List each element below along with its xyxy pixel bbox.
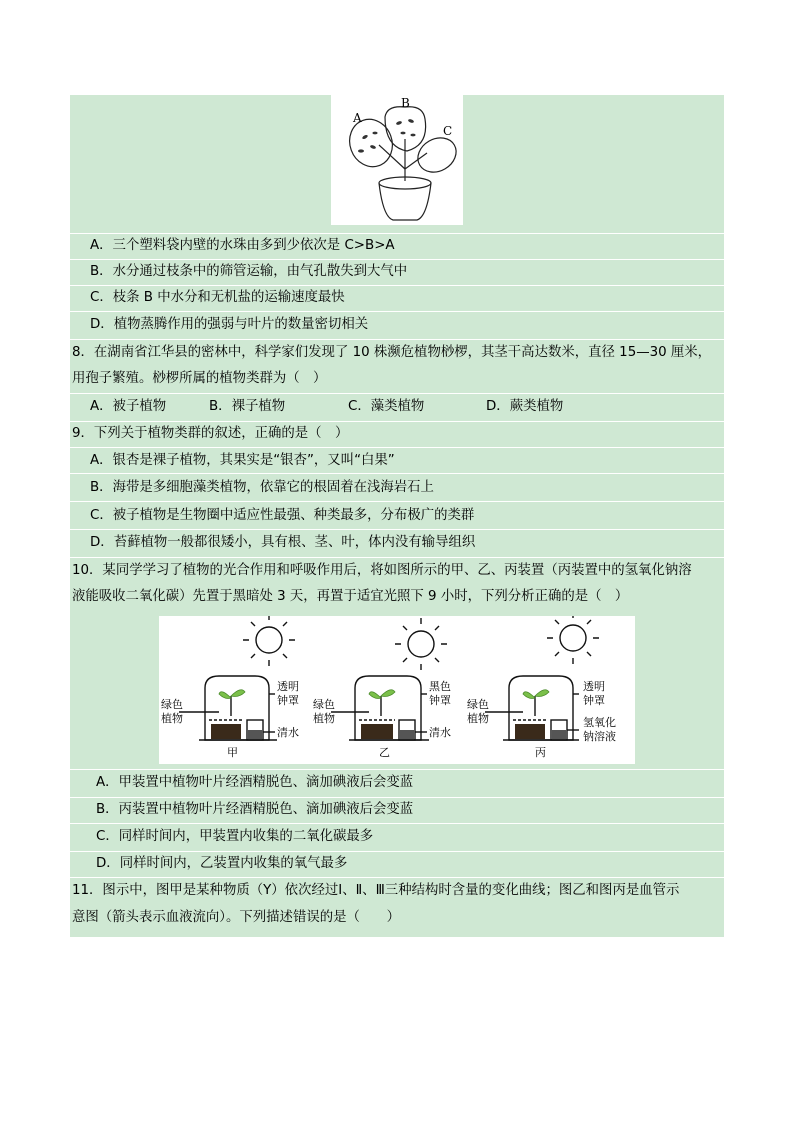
q8-stem-line2: 用孢子繁殖。桫椤所属的植物类群为（ ） [72,371,327,386]
jia-cover-label-2: 钟罩 [277,694,299,707]
q7-option-c: C．枝条 B 中水分和无机盐的运输速度最快 [90,290,345,305]
bing-cover-label-1: 透明 [583,680,605,693]
label-a: A [353,111,362,125]
setup-bing [467,616,616,759]
yi-cover-label-1: 黑色 [429,680,451,693]
q10-option-a: A．甲装置中植物叶片经酒精脱色、滴加碘液后会变蓝 [96,775,414,790]
yi-liquid-label: 清水 [429,726,451,739]
jia-name: 甲 [227,746,238,759]
bell-jar-drawing [159,616,635,764]
row-separator [70,501,724,502]
q7-option-a: A．三个塑料袋内壁的水珠由多到少依次是 C>B>A [90,238,395,253]
plant-bag-figure [331,95,463,225]
bing-name: 丙 [535,746,546,759]
q10-stem-line1: 10．某同学学习了植物的光合作用和呼吸作用后，将如图所示的甲、乙、丙装置（丙装置中的氢氧化钠溶 [72,563,692,578]
setup-jia [161,616,299,759]
bing-liquid-label-2: 钠溶液 [583,730,616,743]
q9-option-d: D．苔藓植物一般都很矮小，具有根、茎、叶，体内没有输导组织 [90,535,476,550]
q7-option-b: B．水分通过枝条中的筛管运输，由气孔散失到大气中 [90,264,408,279]
bell-jar-figure [159,616,635,764]
q10-option-d: D．同样时间内，乙装置内收集的氧气最多 [96,856,348,871]
yi-plant-label-1: 绿色 [313,698,335,711]
q8-stem-line1: 8．在湖南省江华县的密林中，科学家们发现了 10 株濒危植物桫椤，其茎干高达数米，直径 15—30 厘米， [72,345,712,360]
jia-plant-label-1: 绿色 [161,698,183,711]
label-c: C [443,124,453,138]
q7-option-d: D．植物蒸腾作用的强弱与叶片的数量密切相关 [90,317,369,332]
bing-liquid-label-1: 氢氧化 [583,716,616,729]
q8-option-a: A．被子植物 [90,399,167,414]
q8-option-d: D．蕨类植物 [486,399,564,414]
yi-name: 乙 [379,746,390,759]
q11-stem-line1: 11．图示中，图甲是某种物质（Y）依次经过Ⅰ、Ⅱ、Ⅲ三种结构时含量的变化曲线；图乙和图丙是血管示 [72,883,680,898]
jia-cover-label-1: 透明 [277,680,299,693]
q8-option-c: C．藻类植物 [348,399,425,414]
q8-option-b: B．裸子植物 [209,399,286,414]
bing-plant-label-1: 绿色 [467,698,489,711]
yi-plant-label-2: 植物 [313,712,335,725]
q11-stem-line2: 意图（箭头表示血液流向）。下列描述错误的是（ ） [72,910,401,925]
q9-option-b: B．海带是多细胞藻类植物，依靠它的根固着在浅海岩石上 [90,480,434,495]
q9-option-c: C．被子植物是生物圈中适应性最强、种类最多，分布极广的类群 [90,508,475,523]
yi-cover-label-2: 钟罩 [429,694,451,707]
q10-stem-line2: 液能吸收二氧化碳）先置于黑暗处 3 天，再置于适宜光照下 9 小时，下列分析正确的是（ ） [72,589,629,604]
q9-option-a: A．银杏是裸子植物，其果实是“银杏”，又叫“白果” [90,453,395,468]
setup-yi [313,618,451,759]
plant-bag-drawing [331,95,463,225]
bing-cover-label-2: 钟罩 [583,694,605,707]
q9-stem: 9．下列关于植物类群的叙述，正确的是（ ） [72,426,349,441]
bing-plant-label-2: 植物 [467,712,489,725]
jia-plant-label-2: 植物 [161,712,183,725]
jia-liquid-label: 清水 [277,726,299,739]
q10-option-b: B．丙装置中植物叶片经酒精脱色、滴加碘液后会变蓝 [96,802,414,817]
label-b: B [401,96,410,110]
q10-option-c: C．同样时间内，甲装置内收集的二氧化碳最多 [96,829,374,844]
